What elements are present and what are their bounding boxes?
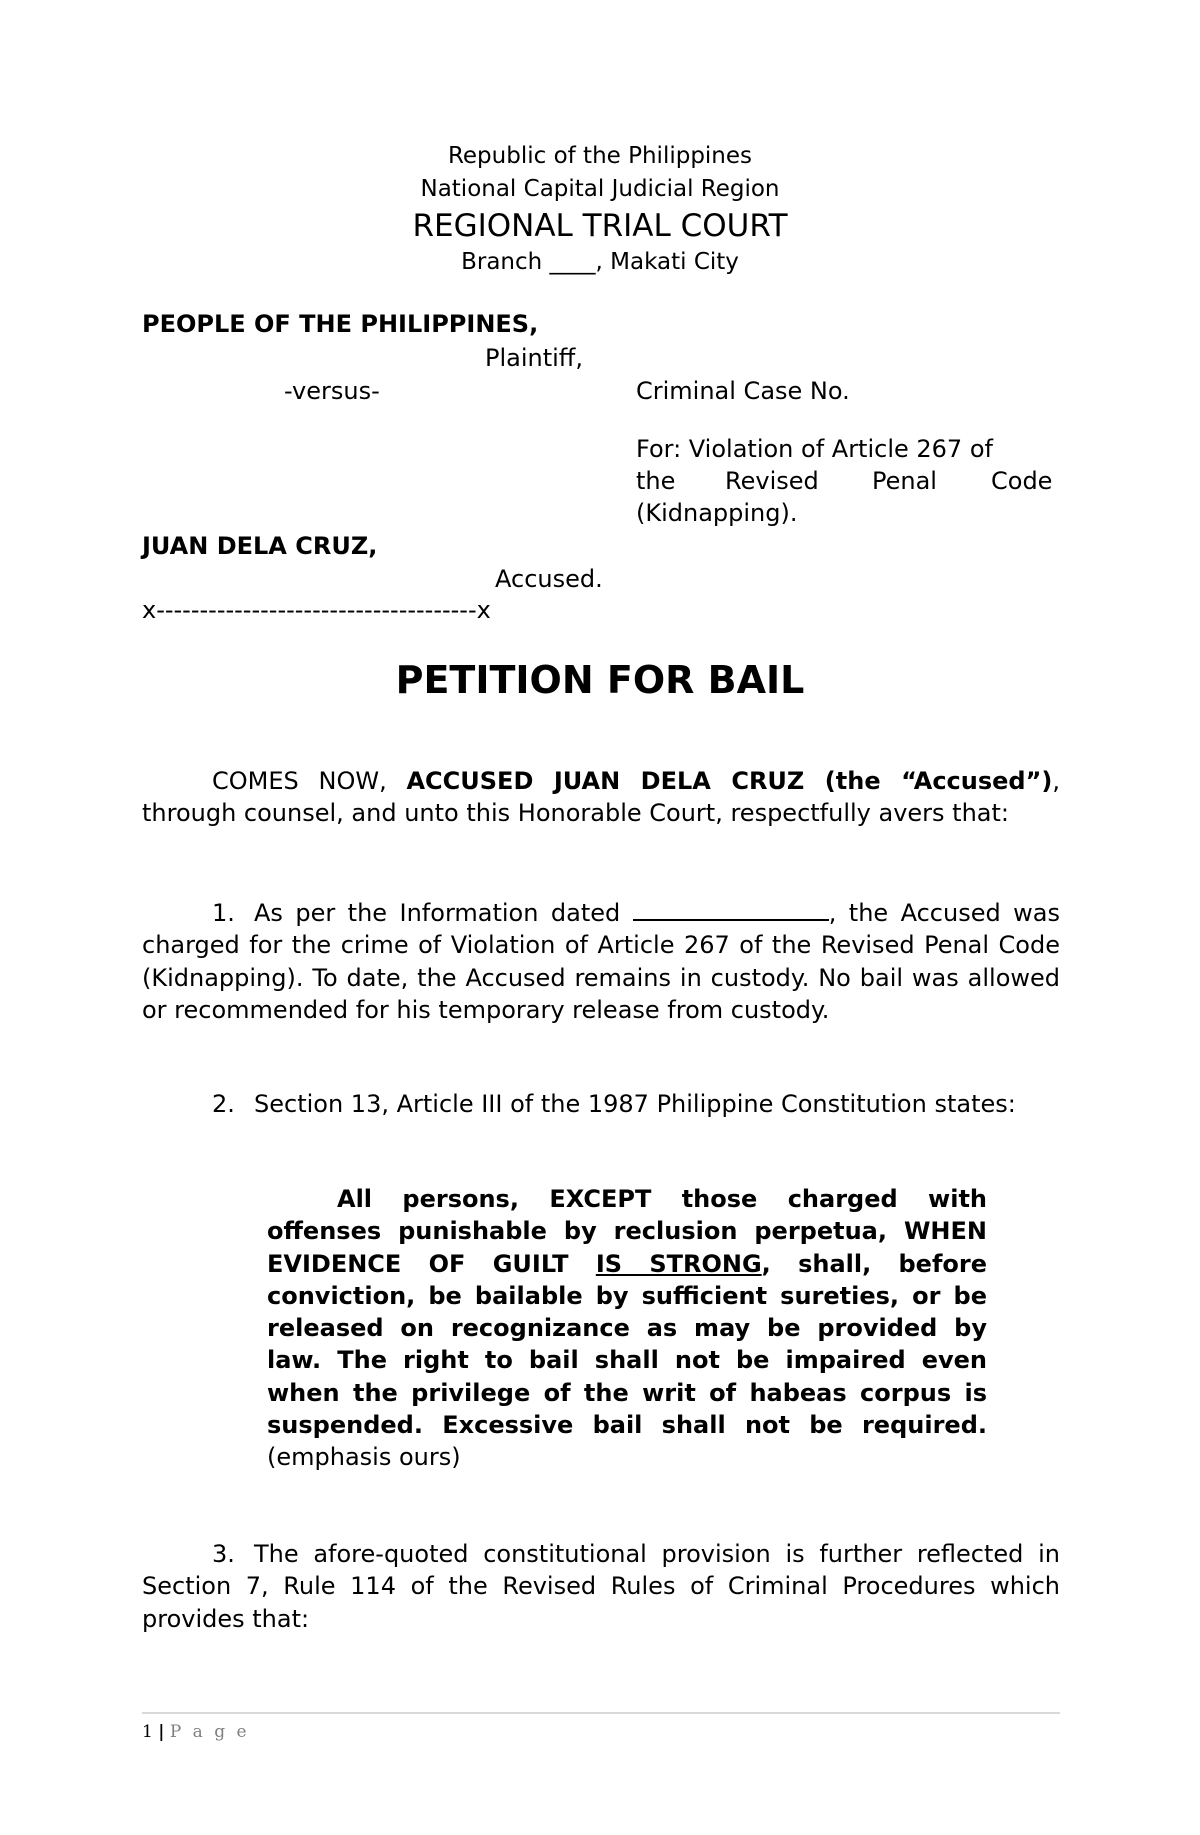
charge-line-2d: Code — [991, 467, 1053, 495]
intro-accused-bold: ACCUSED JUAN DELA CRUZ (the “Accused”) — [406, 767, 1053, 795]
footer-rule — [142, 1712, 1060, 1714]
accused-role: Accused. — [495, 565, 603, 593]
charge-line-3: (Kidnapping). — [636, 499, 798, 527]
quote-text-2: , shall, before conviction, be bailable by sufficient sureties, or be released on recognizance as may be provided by law. The right to bail shall not be impaired even when the privilege of the writ of habeas corpus is suspended. Excessive bail shall not be required. — [267, 1249, 988, 1440]
plaintiff-role: Plaintiff, — [485, 344, 583, 372]
document-title: PETITION FOR BAIL — [395, 658, 805, 702]
paragraph-2 — [142, 1088, 1060, 1120]
header-branch: Branch ____, Makati City — [461, 249, 739, 275]
caption-separator: x-------------------------------------x — [142, 596, 491, 624]
charge-line-1: For: Violation of Article 267 of — [636, 435, 993, 463]
charge-line-2b: Revised — [725, 467, 819, 495]
intro-paragraph — [142, 765, 1060, 830]
page-label: P a g e — [169, 1722, 250, 1742]
intro-text-2: , through counsel, and unto this Honorable Court, respectfully avers that: — [142, 767, 1060, 828]
footer-separator: | — [158, 1722, 165, 1742]
versus-label: -versus- — [284, 377, 380, 405]
paragraph-3-number: 3. — [212, 1540, 235, 1568]
paragraph-3-text: The afore-quoted constitutional provision is further reflected in Section 7, Rule 114 of the Revised Rules of Criminal Procedures which provides that: — [142, 1540, 1060, 1633]
intro-text-1: COMES NOW, — [212, 767, 407, 795]
page-number: 1 — [142, 1722, 153, 1742]
court-header — [0, 140, 1200, 279]
paragraph-2-text: Section 13, Article III of the 1987 Philippine Constitution states: — [254, 1090, 1016, 1118]
paragraph-1 — [142, 895, 1060, 1026]
accused-name: JUAN DELA CRUZ, — [142, 532, 378, 560]
plaintiff-name: PEOPLE OF THE PHILIPPINES, — [142, 310, 539, 338]
charge-line-2a: the — [636, 467, 676, 495]
header-region: National Capital Judicial Region — [420, 176, 780, 202]
paragraph-1-text-1: As per the Information dated — [254, 899, 633, 927]
quote-text-1: All persons, EXCEPT those charged with offenses punishable by reclusion perpetua, WHEN EVIDENCE OF GUILT — [267, 1185, 987, 1278]
case-number-label: Criminal Case No. — [636, 377, 850, 405]
header-republic: Republic of the Philippines — [447, 143, 753, 169]
constitution-quote — [267, 1183, 987, 1474]
header-court: REGIONAL TRIAL COURT — [412, 208, 788, 244]
charge-line-2c: Penal — [872, 467, 937, 495]
quote-emphasis-note: (emphasis ours) — [267, 1443, 461, 1472]
page-footer — [142, 1720, 250, 1744]
paragraph-1-number: 1. — [212, 899, 235, 927]
information-date-blank — [633, 895, 829, 921]
paragraph-2-number: 2. — [212, 1090, 235, 1118]
paragraph-3 — [142, 1538, 1060, 1635]
quote-underlined: IS STRONG — [595, 1249, 762, 1278]
paragraph-1-text-2: , the Accused was charged for the crime of Violation of Article 267 of the Revised Penal Code (Kidnapping). To date, the Accused remains in custody. No bail was allowed or recommended for his temporary release from custody. — [142, 899, 1061, 1024]
